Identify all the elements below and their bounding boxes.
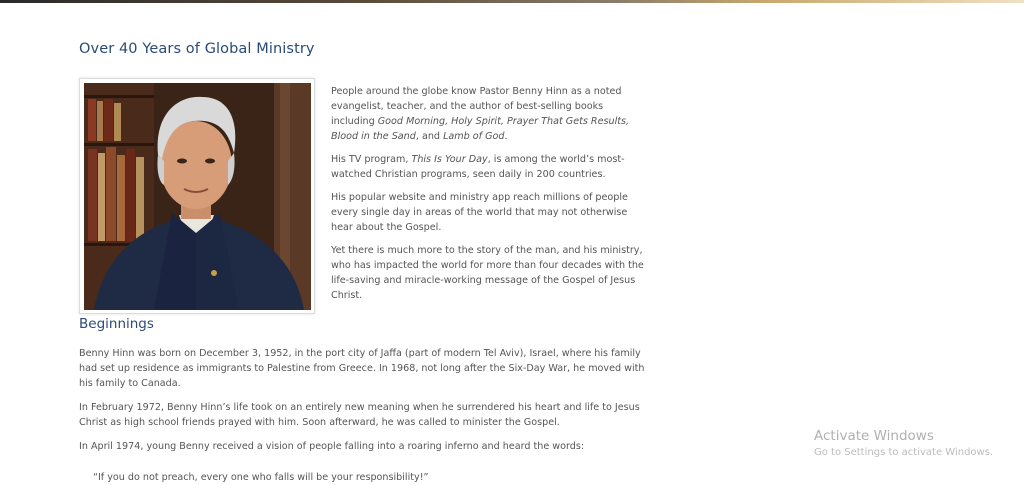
activate-windows-watermark [814,428,993,458]
beginnings-paragraph-birth: Benny Hinn was born on December 3, 1952, in the port city of Jaffa (part of modern Tel Aviv), Israel, where his family had set up residence as immigrants to Palestine from Greece. In 1968, not long after the Six-Day War, he moved with his family to Canada. [79,348,645,389]
intro-paragraph-impact: Yet there is much more to the story of the man, and his ministry, who has impacted the world for more than four decades with the life-saving and miracle-working message of the Gospel of Jesus Christ. [331,245,644,301]
watermark-title: Activate Windows [814,428,934,444]
top-banner-strip [0,0,1024,3]
beginnings-quote-cut: “If you do not preach, every one who falls will be your responsibility!” [93,472,429,483]
portrait-photo [84,83,311,310]
intro-paragraph-tv [331,152,649,182]
intro-paragraph-books [331,84,649,144]
intro-text-span: . [504,131,508,142]
intro-text-span: , and [415,131,444,142]
book-title-lamb-of-god: Lamb of God [443,131,505,142]
tv-program-title: This Is Your Day [411,154,488,165]
intro-paragraph-website: His popular website and ministry app reach millions of people every single day in areas of the world that may not otherwise hear about the Gospel. [331,192,628,233]
page-title: Over 40 Years of Global Ministry [79,41,315,57]
beginnings-paragraph-conversion: In February 1972, Benny Hinn’s life took on an entirely new meaning when he surrendered his heart and life to Jesus Christ as high school friends prayed with him. Soon afterward, he was called to minister the Gospel. [79,402,640,428]
beginnings-heading: Beginnings [79,316,154,332]
portrait-photo-frame [79,78,315,314]
beginnings-paragraph-vision: In April 1974, young Benny received a vision of people falling into a roaring inferno and heard the words: [79,441,585,452]
watermark-subtitle: Go to Settings to activate Windows. [814,447,994,458]
intro-text-span: His TV program, [331,154,412,165]
book-titles: Good Morning, Holy Spirit, Prayer That Gets Results, Blood in the Sand [331,116,630,142]
beginnings-text [79,346,649,463]
intro-text-span: , is among the world’s most-watched Christian programs, seen daily in 200 countries. [331,154,625,180]
intro-text [331,84,649,311]
intro-text-span: People around the globe know Pastor Benny Hinn as a noted evangelist, teacher, and the author of best-selling books including [331,86,622,127]
